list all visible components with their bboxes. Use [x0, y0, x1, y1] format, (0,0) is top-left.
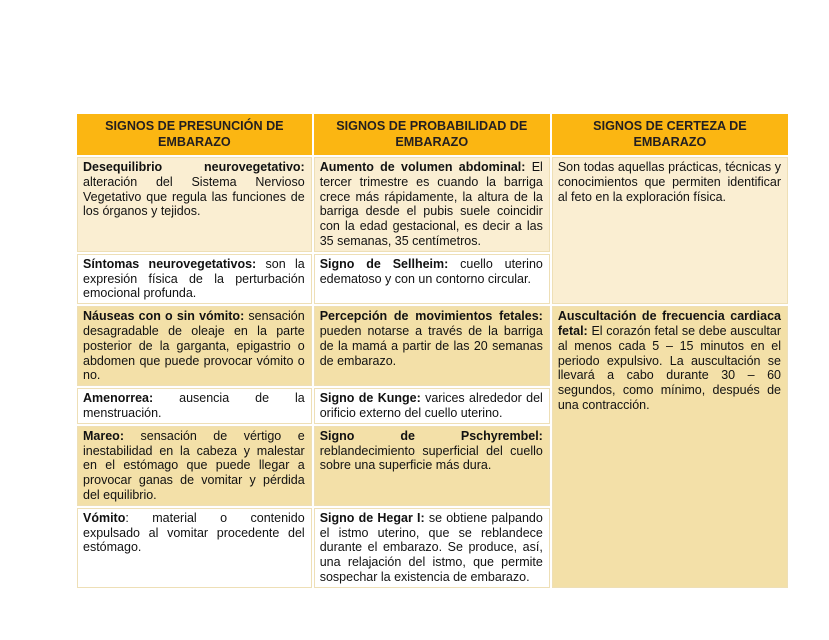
cell-mareo [77, 426, 312, 506]
cell-body-text: se obtiene palpando el istmo uterino, que se reblandece durante el embarazo. Se produce, así, una relajación del istmo, que permite sospechar la existencia de embarazo. [319, 510, 543, 584]
cell-desequilibrio-neurovegetativo [77, 157, 312, 252]
cell-lead-text: Vómito [83, 510, 126, 525]
cell-lead-text: Signo de Kunge: [319, 391, 421, 406]
cell-sintomas-neurovegetativos [77, 254, 312, 304]
cell-body-text: alteración del Sistema Nervioso Vegetativo que regula las funciones de los órganos y tejidos. [83, 174, 305, 219]
cell-nauseas [77, 306, 312, 386]
cell-signo-hegar [314, 508, 550, 588]
cell-vomito [77, 508, 312, 588]
cell-lead-text: Náuseas con o sin vómito: [83, 309, 245, 324]
cell-lead-text: Signo de Hegar I: [319, 510, 425, 525]
cell-certeza-descripcion [552, 157, 788, 304]
cell-body-text: son la expresión física de la perturbación emocional profunda. [83, 256, 305, 301]
cell-body-text: reblandecimiento superficial del cuello sobre una superficie más dura. [319, 443, 543, 473]
cell-lead-text: Auscultación de frecuencia cardiaca fetal: [557, 309, 781, 338]
cell-signo-pschyrembel [314, 426, 550, 506]
header-presuncion: SIGNOS DE PRESUNCIÓN DE EMBARAZO [77, 114, 312, 155]
cell-signo-sellheim [314, 254, 550, 304]
table-header-row [77, 114, 788, 155]
cell-body-text: : material o contenido expulsado al vomitar procedente del estómago. [83, 510, 305, 555]
cell-lead-text: Aumento de volumen abdominal: [319, 160, 526, 174]
cell-amenorrea [77, 388, 312, 424]
cell-auscultacion-frecuencia-cardiaca [552, 306, 788, 588]
cell-lead-text: Desequilibrio neurovegetativo: [83, 160, 305, 174]
cell-lead-text: Amenorrea: [83, 391, 154, 406]
cell-aumento-volumen-abdominal [314, 157, 550, 252]
cell-lead-text: Signo de Sellheim: [319, 256, 449, 271]
pregnancy-signs-table [75, 112, 790, 590]
cell-lead-text: Síntomas neurovegetativos: [83, 256, 257, 271]
cell-percepcion-movimientos-fetales [314, 306, 550, 386]
cell-lead-text: Percepción de movimientos fetales: [319, 309, 543, 324]
table-row [77, 157, 788, 252]
table-row [77, 306, 788, 386]
header-probabilidad: SIGNOS DE PROBABILIDAD DE EMBARAZO [314, 114, 550, 155]
cell-body-text: El tercer trimestre es cuando la barriga crece más rápidamente, la altura de la barriga desde el pubis suele coincidir con la edad gestacional, es decir a las 35 semanas, 35 centímetros. [319, 160, 543, 248]
cell-body-text: sensación desagradable de oleaje en la parte posterior de la garganta, epigastrio o abdomen que puede provocar vómito o no. [83, 309, 305, 383]
cell-body-text: sensación de vértigo e inestabilidad en la cabeza y malestar en el estómago que puede llegar a provocar ganas de vomitar y pérdida del equilibrio. [83, 428, 305, 502]
cell-signo-kunge [314, 388, 550, 424]
cell-lead-text: Mareo: [83, 428, 124, 443]
cell-body-text: varices alrededor del orificio externo del cuello uterino. [319, 391, 543, 420]
cell-body-text: Son todas aquellas prácticas, técnicas y conocimientos que permiten identificar al feto en la exploración física. [557, 160, 781, 204]
cell-lead-text: Signo de Pschyrembel: [319, 428, 543, 443]
cell-body-text: pueden notarse a través de la barriga de la mamá a partir de las 20 semanas de embarazo. [319, 323, 543, 368]
cell-body-text: cuello uterino edematoso y con un contorno circular. [319, 256, 543, 286]
cell-body-text: El corazón fetal se debe auscultar al menos cada 5 – 15 minutos en el periodo expulsivo. La auscultación se llevará a cabo durante 30 – 60 segundos, como mínimo, después de una contracción. [557, 323, 781, 412]
cell-body-text: ausencia de la menstruación. [83, 391, 305, 420]
header-certeza: SIGNOS DE CERTEZA DE EMBARAZO [552, 114, 788, 155]
